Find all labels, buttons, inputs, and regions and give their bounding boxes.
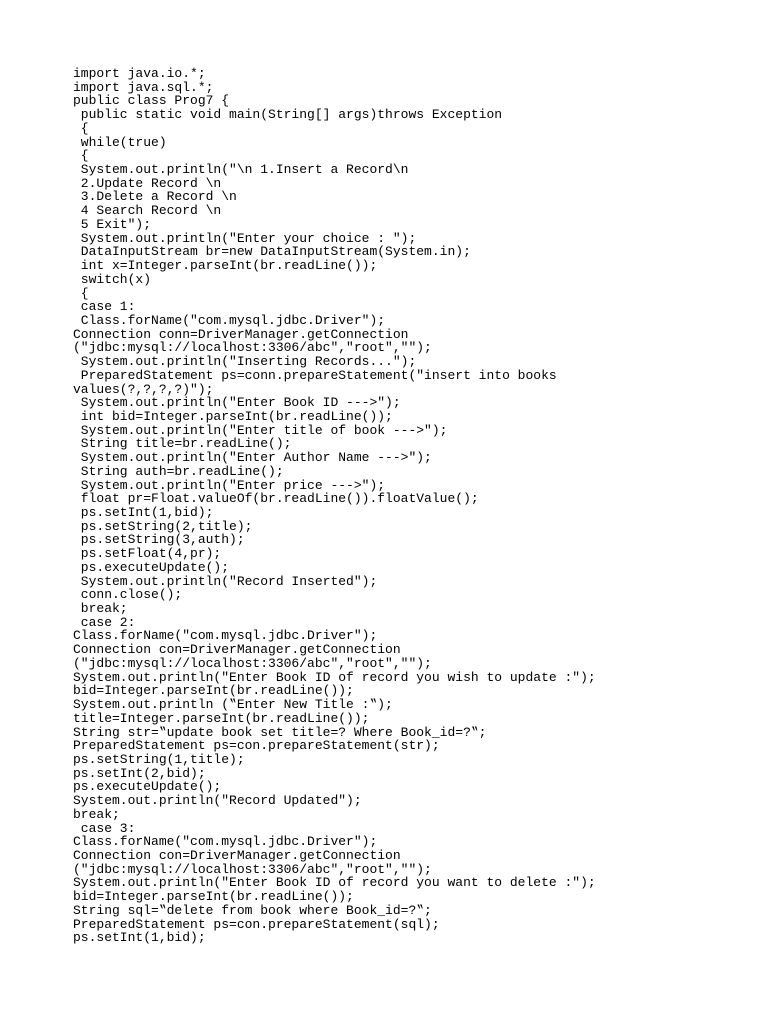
code-line: System.out.println("\n 1.Insert a Record\n	[73, 162, 409, 178]
code-line: break;	[73, 601, 128, 617]
code-line: System.out.println("Inserting Records...");	[73, 354, 417, 370]
code-line: case 2:	[73, 614, 136, 630]
code-line: break;	[73, 806, 120, 822]
code-line: public static void main(String[] args)throws Exception	[73, 107, 503, 123]
code-line: ps.setString(1,title);	[73, 751, 245, 767]
code-line: {	[73, 148, 89, 164]
code-line: String auth=br.readLine();	[73, 463, 284, 479]
code-line: System.out.println("Record Updated");	[73, 793, 362, 809]
code-line: ps.setString(2,title);	[73, 518, 253, 534]
code-line: System.out.println("Record Inserted");	[73, 573, 378, 589]
code-line: System.out.println("Enter price --->");	[73, 477, 386, 493]
code-line: Connection con=DriverManager.getConnection	[73, 847, 401, 863]
code-line: Class.forName("com.mysql.jdbc.Driver");	[73, 834, 378, 850]
code-line: ps.setInt(1,bid);	[73, 505, 214, 520]
code-line: 2.Update Record \n	[73, 175, 222, 191]
code-line: System.out.println("Enter Author Name --->");	[73, 450, 432, 466]
code-line: System.out.println (‟Enter New Title :‟);	[73, 697, 393, 713]
code-line: title=Integer.parseInt(br.readLine());	[73, 710, 370, 726]
code-line: switch(x)	[73, 271, 152, 287]
code-line: PreparedStatement ps=con.prepareStatement(str);	[73, 738, 440, 754]
code-line: Connection con=DriverManager.getConnection	[73, 642, 401, 658]
code-line: ps.setString(3,auth);	[73, 532, 245, 548]
code-line: 5 Exit");	[73, 216, 152, 232]
code-line: System.out.println("Enter your choice : ");	[73, 230, 417, 246]
code-line: System.out.println("Enter Book ID of record you wish to update :");	[73, 669, 596, 685]
code-line: ps.setInt(1,bid);	[73, 930, 206, 946]
code-line: ps.setFloat(4,pr);	[73, 546, 222, 562]
code-line: ps.executeUpdate();	[73, 779, 222, 795]
code-line: import java.io.*;	[73, 66, 206, 81]
code-line: {	[73, 285, 89, 301]
code-line: ps.executeUpdate();	[73, 559, 230, 575]
code-line: Connection conn=DriverManager.getConnection	[73, 326, 409, 342]
code-line: bid=Integer.parseInt(br.readLine());	[73, 683, 354, 699]
code-line: System.out.println("Enter Book ID --->");	[73, 395, 401, 411]
code-line: System.out.println("Enter title of book --->");	[73, 422, 448, 438]
code-line: 3.Delete a Record \n	[73, 189, 237, 205]
code-line: 4 Search Record \n	[73, 203, 222, 219]
code-line: public class Prog7 {	[73, 93, 230, 109]
code-line: bid=Integer.parseInt(br.readLine());	[73, 889, 354, 905]
code-line: int bid=Integer.parseInt(br.readLine());	[73, 408, 393, 424]
code-line: import java.sql.*;	[73, 79, 214, 95]
code-line: PreparedStatement ps=conn.prepareStatement("insert into books	[73, 367, 557, 383]
code-line: ("jdbc:mysql://localhost:3306/abc","root","");	[73, 655, 432, 671]
code-line: PreparedStatement ps=con.prepareStatement(sql);	[73, 916, 440, 932]
code-line: ("jdbc:mysql://localhost:3306/abc","root","");	[73, 340, 432, 356]
code-line: Class.forName("com.mysql.jdbc.Driver");	[73, 312, 386, 328]
code-line: conn.close();	[73, 587, 183, 603]
code-line: {	[73, 120, 89, 136]
java-source-listing	[73, 67, 753, 945]
code-line: float pr=Float.valueOf(br.readLine()).floatValue();	[73, 491, 479, 507]
code-line: DataInputStream br=new DataInputStream(System.in);	[73, 244, 471, 260]
code-line: String title=br.readLine();	[73, 436, 292, 452]
code-line: values(?,?,?,?)");	[73, 381, 214, 397]
code-line: String str=‟update book set title=? Where Book_id=?‟;	[73, 724, 487, 740]
code-line: String sql=‟delete from book where Book_id=?‟;	[73, 902, 432, 918]
code-line: System.out.println("Enter Book ID of record you want to delete :");	[73, 875, 596, 891]
code-line: while(true)	[73, 134, 167, 150]
code-line: ("jdbc:mysql://localhost:3306/abc","root","");	[73, 861, 432, 877]
code-line: Class.forName("com.mysql.jdbc.Driver");	[73, 628, 378, 644]
code-line: case 1:	[73, 299, 136, 315]
code-line: case 3:	[73, 820, 136, 836]
code-line: int x=Integer.parseInt(br.readLine());	[73, 258, 378, 274]
code-line: ps.setInt(2,bid);	[73, 765, 206, 781]
